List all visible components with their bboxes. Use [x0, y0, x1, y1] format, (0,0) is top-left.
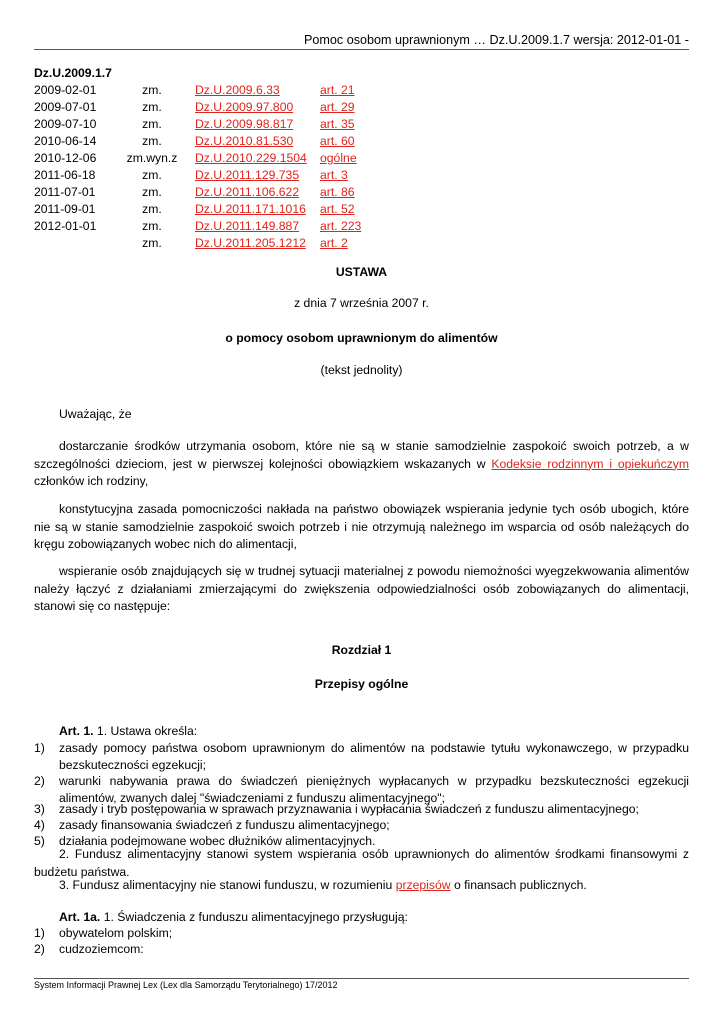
amendment-date: 2009-07-01: [34, 100, 97, 114]
amendment-type: zm.: [142, 219, 162, 233]
art1a-lead: Art. 1a. 1. Świadczenia z funduszu alimentacyjnego przysługują:: [59, 910, 408, 924]
amendment-date: 2009-07-10: [34, 117, 97, 131]
preamble-paragraph-1: dostarczanie środków utrzymania osobom, które nie są w stanie samodzielnie zaspokoić swoich potrzeb, a w szczególności dzieciom, jest w pierwszej kolejności obowiązkiem wskazanych w Kodeksie rodzinnym i opiekuńczym członków ich rodziny,: [34, 439, 689, 488]
amendment-type: zm.: [142, 185, 162, 199]
chapter-title: Przepisy ogólne: [314, 677, 409, 691]
amendment-ref-link[interactable]: Dz.U.2010.229.1504: [195, 151, 307, 165]
amendment-art-link[interactable]: art. 223: [320, 219, 362, 233]
footer-divider: [34, 978, 689, 979]
amendment-art-link[interactable]: art. 60: [320, 134, 355, 148]
amendment-art-link[interactable]: ogólne: [320, 151, 357, 165]
amendment-date: 2010-12-06: [34, 151, 97, 165]
amendment-date: 2009-02-01: [34, 83, 97, 97]
amendment-art-link[interactable]: art. 29: [320, 100, 355, 114]
amendment-art-link[interactable]: art. 2: [320, 236, 348, 250]
amendment-type: zm.: [142, 202, 162, 216]
amendment-ref-link[interactable]: Dz.U.2010.81.530: [195, 134, 294, 148]
act-kind: USTAWA: [335, 265, 388, 279]
amendment-type: zm.: [142, 134, 162, 148]
amendment-type: zm.: [142, 100, 162, 114]
list-item: 1) zasady pomocy państwa osobom uprawnionym do alimentów na podstawie tytułu wykonawczego, w przypadku bezskuteczności egzekucji;: [34, 741, 689, 772]
running-header: Pomoc osobom uprawnionym … Dz.U.2009.1.7 wersja: 2012-01-01 -: [304, 33, 689, 47]
preamble-paragraph-2: konstytucyjna zasada pomocniczości nakłada na państwo obowiązek wspierania jedynie tych osób ubogich, które nie są w stanie samodzielnie zaspokoić swoich potrzeb i nie otrzymują należnego im wsparcia od osób należących do kręgu zobowiązanych wobec nich do alimentacji,: [34, 502, 689, 551]
kodeks-link[interactable]: Kodeksie rodzinnym i opiekuńczym: [491, 456, 689, 471]
amendment-type: zm.: [142, 117, 162, 131]
list-item: 2) warunki nabywania prawa do świadczeń pieniężnych wypłacanych w przypadku bezskuteczności egzekucji alimentów, zwanych dalej "świadczeniami z funduszu alimentacyjnego";: [34, 774, 689, 805]
list-item: 2) cudzoziemcom:: [34, 942, 144, 956]
amendment-ref-link[interactable]: Dz.U.2011.149.887: [195, 219, 300, 233]
act-title: o pomocy osobom uprawnionym do alimentów: [225, 331, 498, 345]
amendment-art-link[interactable]: art. 86: [320, 185, 355, 199]
amendment-type: zm.wyn.z: [126, 151, 178, 165]
list-item: 4) zasady finansowania świadczeń z funduszu alimentacyjnego;: [34, 818, 390, 832]
amendment-ref-link[interactable]: Dz.U.2009.97.800: [195, 100, 294, 114]
art1-paragraph-3: 3. Fundusz alimentacyjny nie stanowi funduszu, w rozumieniu przepisów o finansach publicznych.: [59, 878, 587, 892]
preamble-paragraph-3: wspieranie osób znajdujących się w trudnej sytuacji materialnej z powodu niemożności wyegzekwowania alimentów należy łączyć z działaniami zmierzającymi do zwiększenia odpowiedzialności osób zobowiązanych do alimentacji, stanowi się co następuje:: [34, 564, 689, 613]
amendment-art-link[interactable]: art. 21: [320, 83, 355, 97]
amendment-date: 2010-06-14: [34, 134, 97, 148]
amendment-ref-link[interactable]: Dz.U.2011.171.1016: [195, 202, 306, 216]
amendment-type: zm.: [142, 236, 162, 250]
act-note: (tekst jednolity): [320, 363, 403, 377]
amendment-type: zm.: [142, 168, 162, 182]
act-date: z dnia 7 września 2007 r.: [294, 296, 429, 310]
list-item: 5) działania podejmowane wobec dłużników alimentacyjnych.: [34, 834, 376, 848]
document-id: Dz.U.2009.1.7: [34, 66, 112, 80]
art1a-label: Art. 1a.: [59, 910, 101, 924]
page-footer: System Informacji Prawnej Lex (Lex dla Samorządu Terytorialnego) 17/2012: [34, 980, 338, 990]
list-item: 1) obywatelom polskim;: [34, 926, 173, 940]
header-divider: [34, 49, 689, 50]
przepisow-link[interactable]: przepisów: [395, 878, 451, 892]
amendment-art-link[interactable]: art. 3: [320, 168, 348, 182]
amendment-ref-link[interactable]: Dz.U.2011.129.735: [195, 168, 300, 182]
art1-lead: Art. 1. 1. Ustawa określa:: [59, 724, 198, 738]
amendment-ref-link[interactable]: Dz.U.2009.6.33: [195, 83, 280, 97]
amendment-date: 2011-09-01: [34, 202, 96, 216]
amendment-date: 2011-06-18: [34, 168, 96, 182]
amendment-ref-link[interactable]: Dz.U.2011.205.1212: [195, 236, 306, 250]
art1-paragraph-2: 2. Fundusz alimentacyjny stanowi system wspierania osób uprawnionych do alimentów środkami finansowymi z budżetu państwa.: [34, 847, 689, 879]
preamble-intro: Uważając, że: [59, 407, 132, 421]
amendment-ref-link[interactable]: Dz.U.2011.106.622: [195, 185, 300, 199]
amendment-type: zm.: [142, 83, 162, 97]
chapter-number: Rozdział 1: [331, 643, 392, 657]
amendment-date: 2011-07-01: [34, 185, 96, 199]
art1-label: Art. 1.: [59, 724, 94, 738]
amendment-art-link[interactable]: art. 35: [320, 117, 355, 131]
list-item: 3) zasady i tryb postępowania w sprawach przyznawania i wypłacania świadczeń z funduszu alimentacyjnego;: [34, 802, 639, 816]
amendment-date: 2012-01-01: [34, 219, 97, 233]
amendment-art-link[interactable]: art. 52: [320, 202, 355, 216]
amendment-ref-link[interactable]: Dz.U.2009.98.817: [195, 117, 294, 131]
